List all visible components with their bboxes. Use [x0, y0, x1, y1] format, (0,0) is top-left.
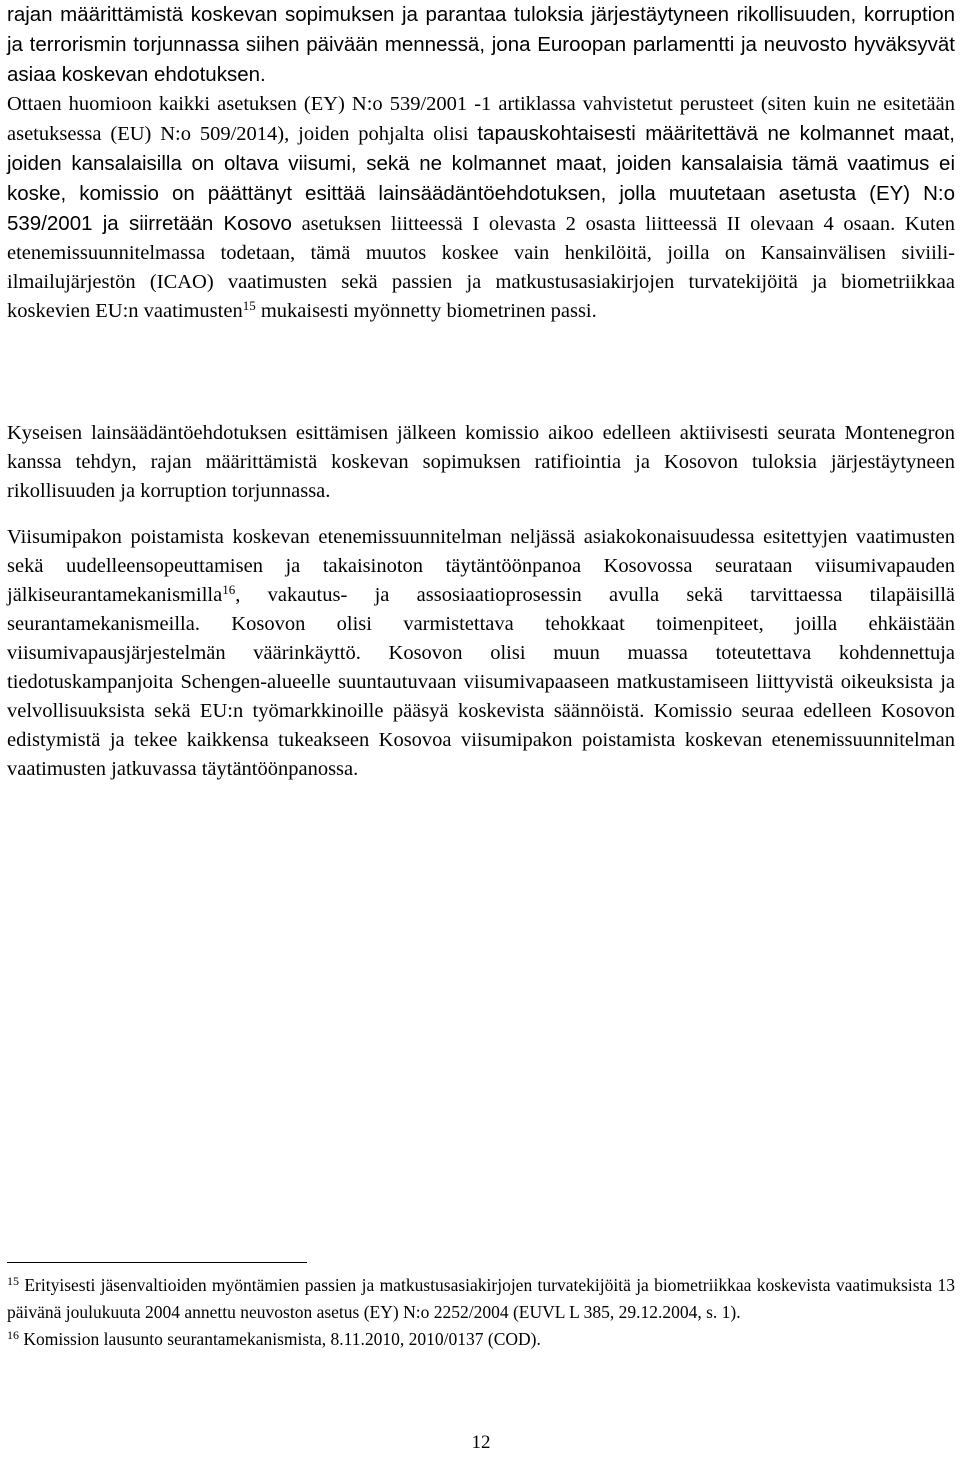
footnote-16 [7, 1326, 955, 1353]
footnote-text: Komission lausunto seurantamekanismista, 8.11.2010, 2010/0137 (COD). [19, 1329, 541, 1349]
body-paragraph [7, 523, 955, 784]
footnote-number: 15 [7, 1274, 19, 1288]
paragraph-text: Ottaen huomioon kaikki asetuksen (EY) N:o 539/2001 -1 artiklassa vahvistetut perusteet (siten kuin ne esitetään asetuksessa (EU) N:o 509/2014), joiden pohjalta olisi [7, 93, 955, 145]
footnote-reference[interactable]: 16 [222, 582, 236, 597]
paragraph-text: asetuksen liitteessä I olevasta 2 osasta liitteessä II olevaan 4 osaan. Kuten etenemissuunnitelmassa todetaan, tämä muutos koskee vain henkilöitä, joilla on Kansainvälisen siviili-ilmailujärjestön (ICAO) vaatimusten sekä passien ja matkustusasiakirjojen turvatekijöitä ja biometriikkaa koskevien EU:n vaatimusten [7, 213, 955, 322]
footnotes [7, 1272, 955, 1353]
footnote-text: Erityisesti jäsenvaltioiden myöntämien passien ja matkustusasiakirjojen turvatekijöitä ja biometriikkaa koskevista vaatimuksista 13 päivänä joulukuuta 2004 annettu neuvoston asetus (EY) N:o 2252/2004 (EUVL L 385, 29.12.2004, s. 1). [7, 1275, 955, 1322]
body-paragraph [7, 0, 955, 326]
footnote-separator [7, 1262, 307, 1263]
footnote-15 [7, 1272, 955, 1326]
paragraph-text: , vakautus- ja assosiaatioprosessin avulla sekä tarvittaessa tilapäisillä seurantamekanismeilla. Kosovon olisi varmistettava tehokkaat toimenpiteet, joilla ehkäistään viisumivapausjärjestelmän väärinkäyttö. Kosovon olisi muun muassa toteutettava kohdennettuja tiedotuskampanjoita Schengen-alueelle suuntautuvaan viisumivapaaseen matkustamiseen liittyvistä oikeuksista ja velvollisuuksista sekä EU:n työmarkkinoille pääsyä koskevista säännöistä. Komissio seuraa edelleen Kosovon edistymistä ja tekee kaikkensa tukeakseen Kosovoa viisumipakon poistamista koskevan etenemissuunnitelman vaatimusten jatkuvassa täytäntöönpanossa. [7, 584, 955, 780]
paragraph-lead: rajan määrittämistä koskevan sopimuksen ja parantaa tuloksia järjestäytyneen rikollisuuden, korruption ja terrorismin torjunnassa siihen päivään mennessä, jona Euroopan parlamentti ja neuvosto hyväksyvät asiaa koskevan ehdotuksen. [7, 3, 955, 86]
body-paragraph: Kyseisen lainsäädäntöehdotuksen esittämisen jälkeen komissio aikoo edelleen aktiivisesti seurata Montenegron kanssa tehdyn, rajan määrittämistä koskevan sopimuksen ratifiointia ja Kosovon tuloksia järjestäytyneen rikollisuuden ja korruption torjunnassa. [7, 422, 955, 502]
footnote-reference[interactable]: 15 [242, 298, 256, 313]
footnote-number: 16 [7, 1328, 19, 1342]
paragraph-text: tapauskohtaisesti määritettävä ne kolmannet maat, joiden kansalaisilla on oltava viisumi, sekä ne kolmannet maat, joiden kansalaisia tämä vaatimus ei koske, komissio on päättänyt esittää lainsäädäntöehdotuksen, jolla muutetaan asetusta (EY) N:o 539/2001 ja siirretään Kosovo [7, 122, 955, 235]
paragraph-text: mukaisesti myönnetty biometrinen passi. [255, 300, 597, 322]
paragraph-text: Viisumipakon poistamista koskevan etenemissuunnitelman neljässä asiakokonaisuudessa esitettyjen vaatimusten sekä uudelleensopeuttamisen ja takaisinoton täytäntöönpanoa Kosovossa seurataan viisumivapauden jälkiseurantamekanismilla [7, 526, 955, 606]
page-number: 12 [471, 1432, 491, 1453]
